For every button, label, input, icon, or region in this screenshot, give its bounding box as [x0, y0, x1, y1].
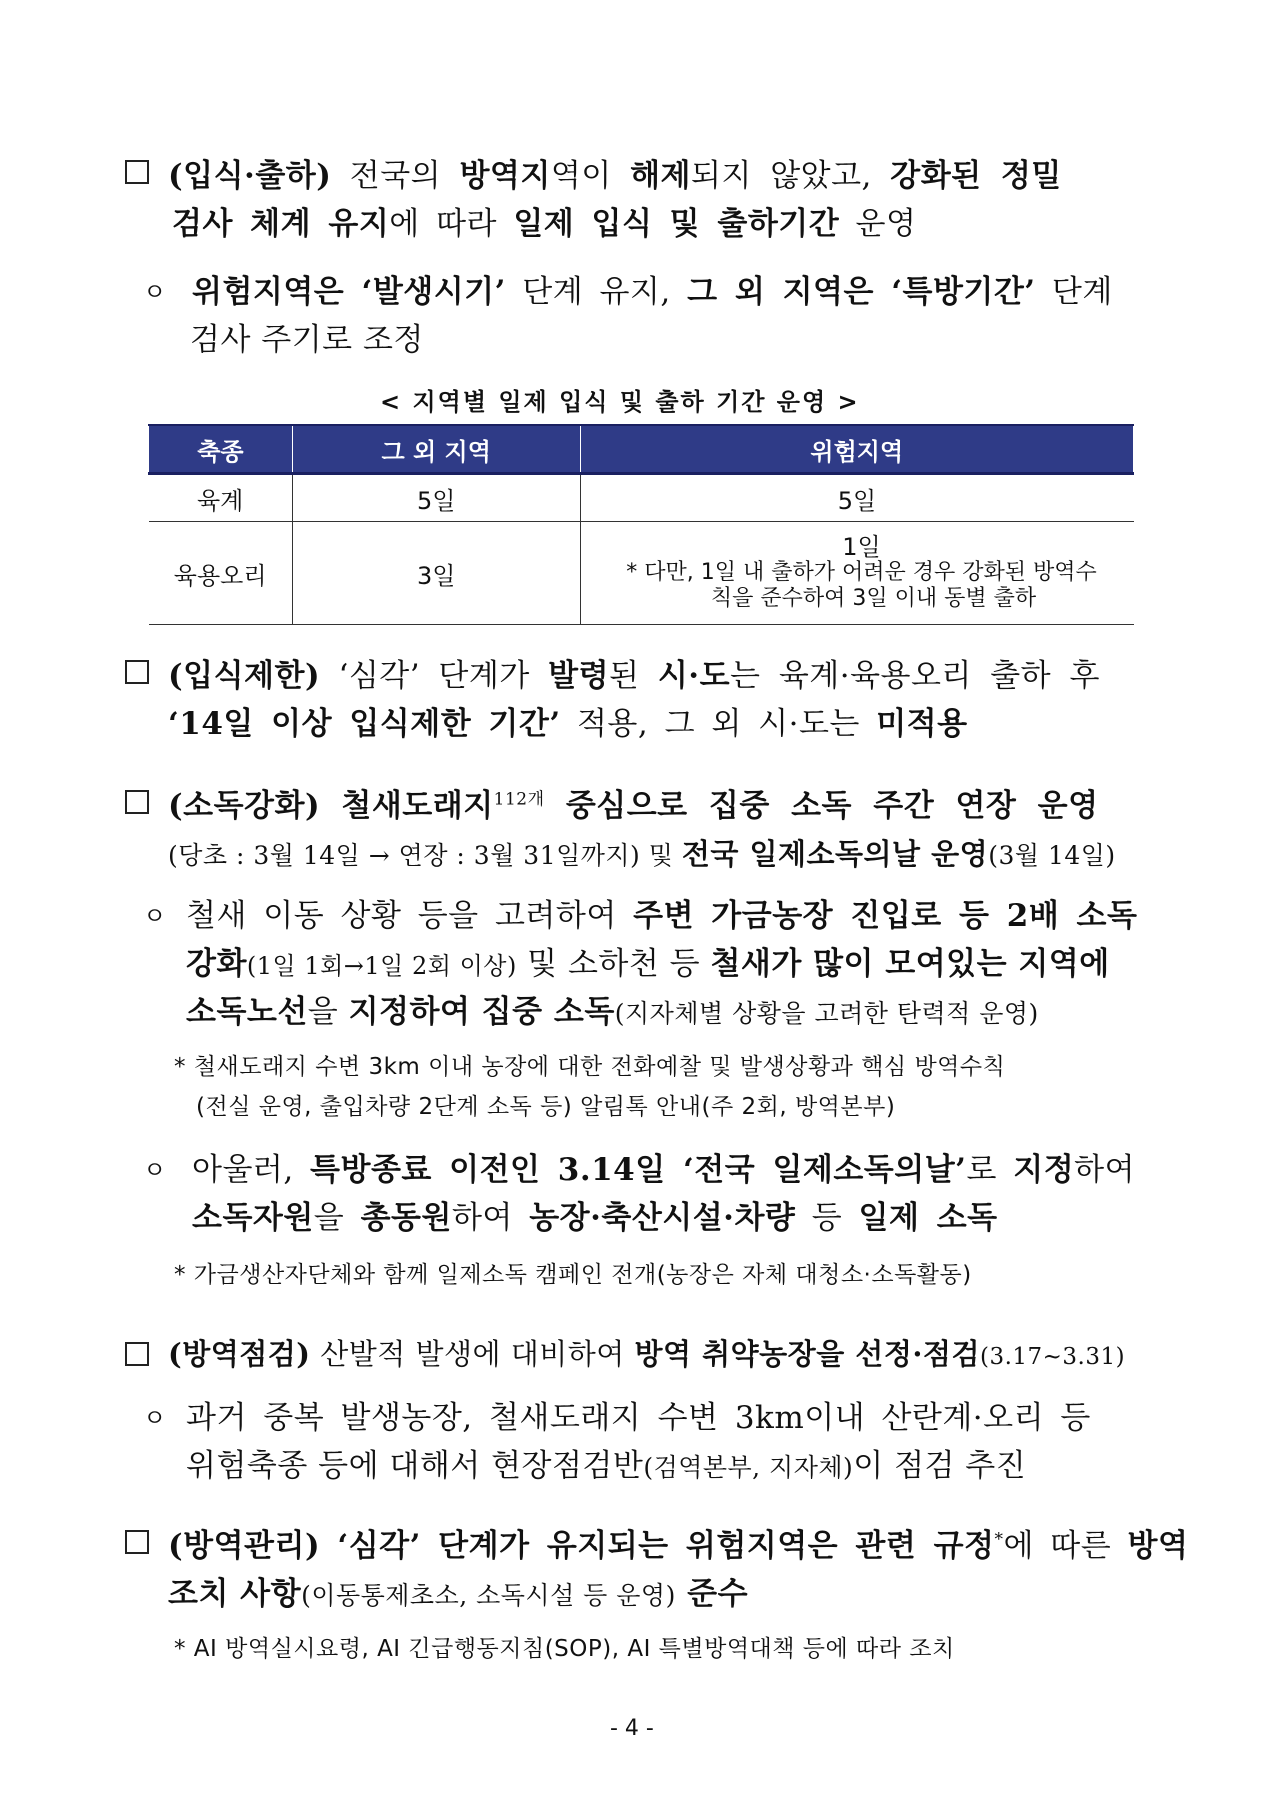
sec3-sub1-line1: 철새 이동 상황 등을 고려하여 주변 가금농장 진입로 등 2배 소독: [186, 898, 1138, 934]
bullet-circle-icon: ㅇ: [143, 278, 167, 306]
table-header: 위험지역: [580, 425, 1133, 474]
table-header-row: [149, 425, 1134, 474]
table-header: 그 외 지역: [292, 425, 580, 474]
section-checkbox-icon: [125, 660, 149, 684]
sec3-sub1-line3: 소독노선을 지정하여 집중 소독(지자체별 상황을 고려한 탄력적 운영): [186, 994, 1039, 1030]
section-checkbox-icon: [125, 1342, 149, 1366]
sec4-line1: (방역점검) 산발적 발생에 대비하여 방역 취약농장을 선정·점검(3.17~3.31): [168, 1337, 1126, 1371]
sec5-line2: 조치 사항(이동통제초소, 소독시설 등 운영) 준수: [168, 1576, 749, 1612]
bullet-circle-icon: ㅇ: [143, 1404, 167, 1432]
sec1-sub1-line1: 위험지역은 ‘발생시기’ 단계 유지, 그 외 지역은 ‘특방기간’ 단계: [192, 274, 1113, 310]
table-cell: 3일: [292, 522, 580, 625]
section-checkbox-icon: [125, 1530, 149, 1554]
table-note-line2: 칙을 준수하여 3일 이내 동별 출하: [710, 586, 1037, 611]
sec1-sub1-line2: 검사 주기로 조정: [190, 322, 424, 358]
table-cell: 5일: [580, 474, 1133, 522]
sec3-note1-line1: * 철새도래지 수변 3km 이내 농장에 대한 전화예찰 및 발생상황과 핵심 방역수칙: [174, 1054, 1006, 1080]
table-cell: 5일: [292, 474, 580, 522]
sec4-sub1-line2: 위험축종 등에 대해서 현장점검반(검역본부, 지자체)이 점검 추진: [186, 1448, 1027, 1484]
section-checkbox-icon: [125, 160, 149, 184]
sec3-sub2-line1: 아울러, 특방종료 이전인 3.14일 ‘전국 일제소독의날’로 지정하여: [192, 1152, 1136, 1188]
sec2-line2: ‘14일 이상 입식제한 기간’ 적용, 그 외 시·도는 미적용: [168, 706, 968, 742]
sec1-heading: (입식·출하): [168, 158, 332, 194]
bullet-circle-icon: ㅇ: [143, 902, 167, 930]
schedule-table: [148, 424, 1134, 625]
sec3-sub1-line2: 강화(1일 1회→1일 2회 이상) 및 소하천 등 철새가 많이 모여있는 지역에: [186, 946, 1110, 982]
sec3-note2: * 가금생산자단체와 함께 일제소독 캠페인 전개(농장은 자체 대청소·소독활동): [174, 1262, 972, 1288]
table-cell-value: 1일: [842, 533, 881, 561]
table-header: 축종: [149, 425, 293, 474]
sec3-line2: (당초 : 3월 14일 → 연장 : 3월 31일까지) 및 전국 일제소독의날 운영(3월 14일): [168, 837, 1116, 871]
section-checkbox-icon: [125, 790, 149, 814]
sec4-sub1-line1: 과거 중복 발생농장, 철새도래지 수변 3km이내 산란계·오리 등: [186, 1400, 1091, 1436]
sec5-line1: (방역관리) ‘심각’ 단계가 유지되는 위험지역은 관련 규정*에 따른 방역: [168, 1528, 1189, 1564]
sec3-sub2-line2: 소독자원을 총동원하여 농장·축산시설·차량 등 일제 소독: [192, 1200, 998, 1236]
sec2-line1: (입식제한) ‘심각’ 단계가 발령된 시·도는 육계·육용오리 출하 후: [168, 658, 1100, 694]
table-row: [149, 474, 1134, 522]
sec3-note1-line2: (전실 운영, 출입차량 2단계 소독 등) 알림톡 안내(주 2회, 방역본부): [196, 1094, 896, 1120]
sec1-line1: (입식·출하) 전국의 방역지역이 해제되지 않았고, 강화된 정밀: [168, 158, 1062, 194]
sec3-line1: (소독강화) 철새도래지$^{112개}$ 중심으로 집중 소독 주간 연장 운영: [168, 788, 1099, 824]
sec5-note: * AI 방역실시요령, AI 긴급행동지침(SOP), AI 특별방역대책 등에 따라 조치: [174, 1636, 955, 1662]
table-cell: [580, 522, 1133, 625]
table-cell: 육계: [149, 474, 293, 522]
sec1-line2: 검사 체계 유지에 따라 일제 입식 및 출하기간 운영: [172, 206, 917, 242]
page-number: - 4 -: [610, 1716, 654, 1741]
bullet-circle-icon: ㅇ: [143, 1156, 167, 1184]
table-caption: < 지역별 일제 입식 및 출하 기간 운영 >: [380, 388, 860, 416]
table-note-line1: * 다만, 1일 내 출하가 어려운 경우 강화된 방역수: [626, 560, 1097, 585]
table-cell: 육용오리: [149, 522, 293, 625]
table-row: [149, 522, 1134, 625]
